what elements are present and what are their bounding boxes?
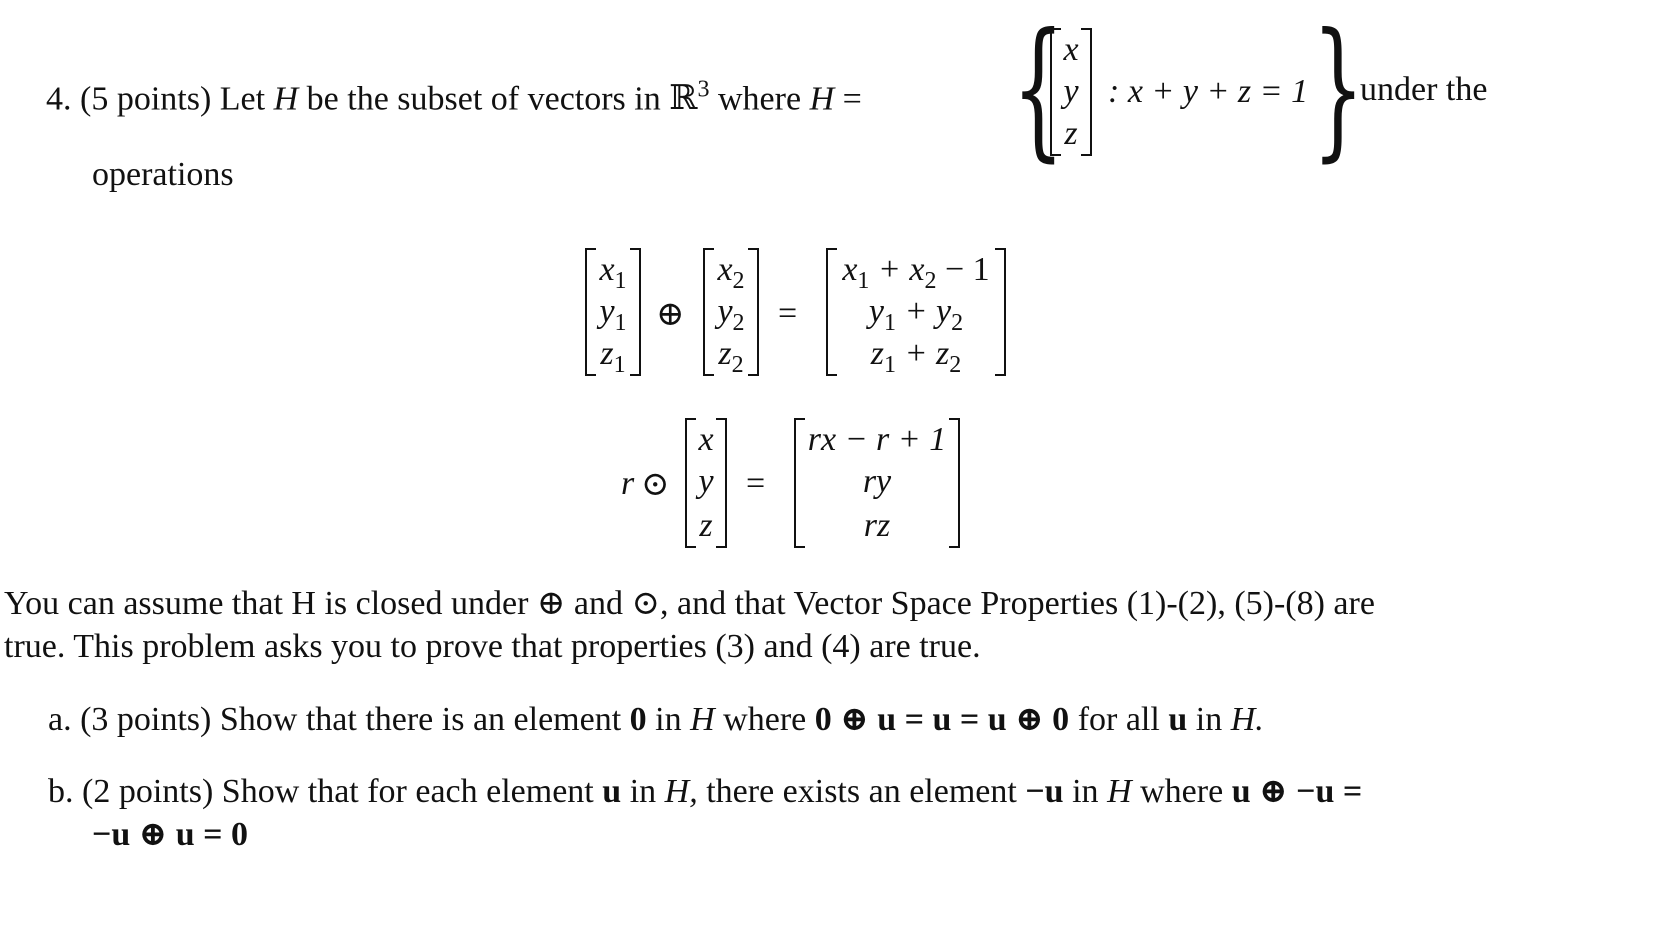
part-b-label: b. xyxy=(48,773,74,810)
real-space-symbol: ℝ$^3$ xyxy=(669,77,710,119)
set-name-H: H xyxy=(273,80,299,118)
part-b: b. (2 points) Show that for each element u in H, there exists an element −u in H where u ⊕ −u = xyxy=(48,773,1363,810)
addition-equals: = xyxy=(778,295,798,332)
addition-result-vector: $x_1 + x_2 - 1$ $y_1 + y_2$ $z_1 + z_2$ xyxy=(826,248,1006,376)
under-the-text: under the xyxy=(1360,71,1488,108)
scalar-vector: x y z xyxy=(685,418,727,548)
part-b-equation-1: u ⊕ −u = xyxy=(1231,773,1363,810)
oplus-symbol: ⊕ xyxy=(656,294,685,334)
scalar-equals: = xyxy=(746,465,766,502)
right-brace: } xyxy=(1312,2,1365,176)
addition-vector-u: $x_1$ $y_1$ $z_1$ xyxy=(585,248,641,376)
part-b-equation-2: −u ⊕ u = 0 xyxy=(92,816,249,853)
part-a-equation: 0 ⊕ u = u = u ⊕ 0 xyxy=(814,701,1070,738)
part-a: a. (3 points) Show that there is an element 0 in H where 0 ⊕ u = u = u ⊕ 0 for all u in H. xyxy=(48,701,1264,738)
scalar-r: r xyxy=(621,465,635,502)
set-condition: : x + y + z = 1 xyxy=(1108,73,1309,110)
body-line-1: You can assume that H is closed under ⊕ and ⊙, and that Vector Space Properties (1)-(2), (5)-(8) are xyxy=(4,585,1375,622)
body-line-2: true. This problem asks you to prove that properties (3) and (4) are true. xyxy=(4,628,981,665)
problem-points: (5 points) xyxy=(80,80,212,118)
set-vector: x y z xyxy=(1050,28,1092,156)
scalar-result-vector: rx − r + 1 ry rz xyxy=(794,418,960,548)
problem-statement-line: 4. (5 points) Let H be the subset of vectors in ℝ$^3$ where H = xyxy=(46,77,862,119)
problem-number: 4. xyxy=(46,80,72,118)
part-a-label: a. xyxy=(48,701,72,738)
odot-symbol: ⊙ xyxy=(641,464,670,504)
operations-text: operations xyxy=(92,156,234,193)
left-brace: { xyxy=(1012,2,1065,176)
addition-vector-v: $x_2$ $y_2$ $z_2$ xyxy=(703,248,759,376)
